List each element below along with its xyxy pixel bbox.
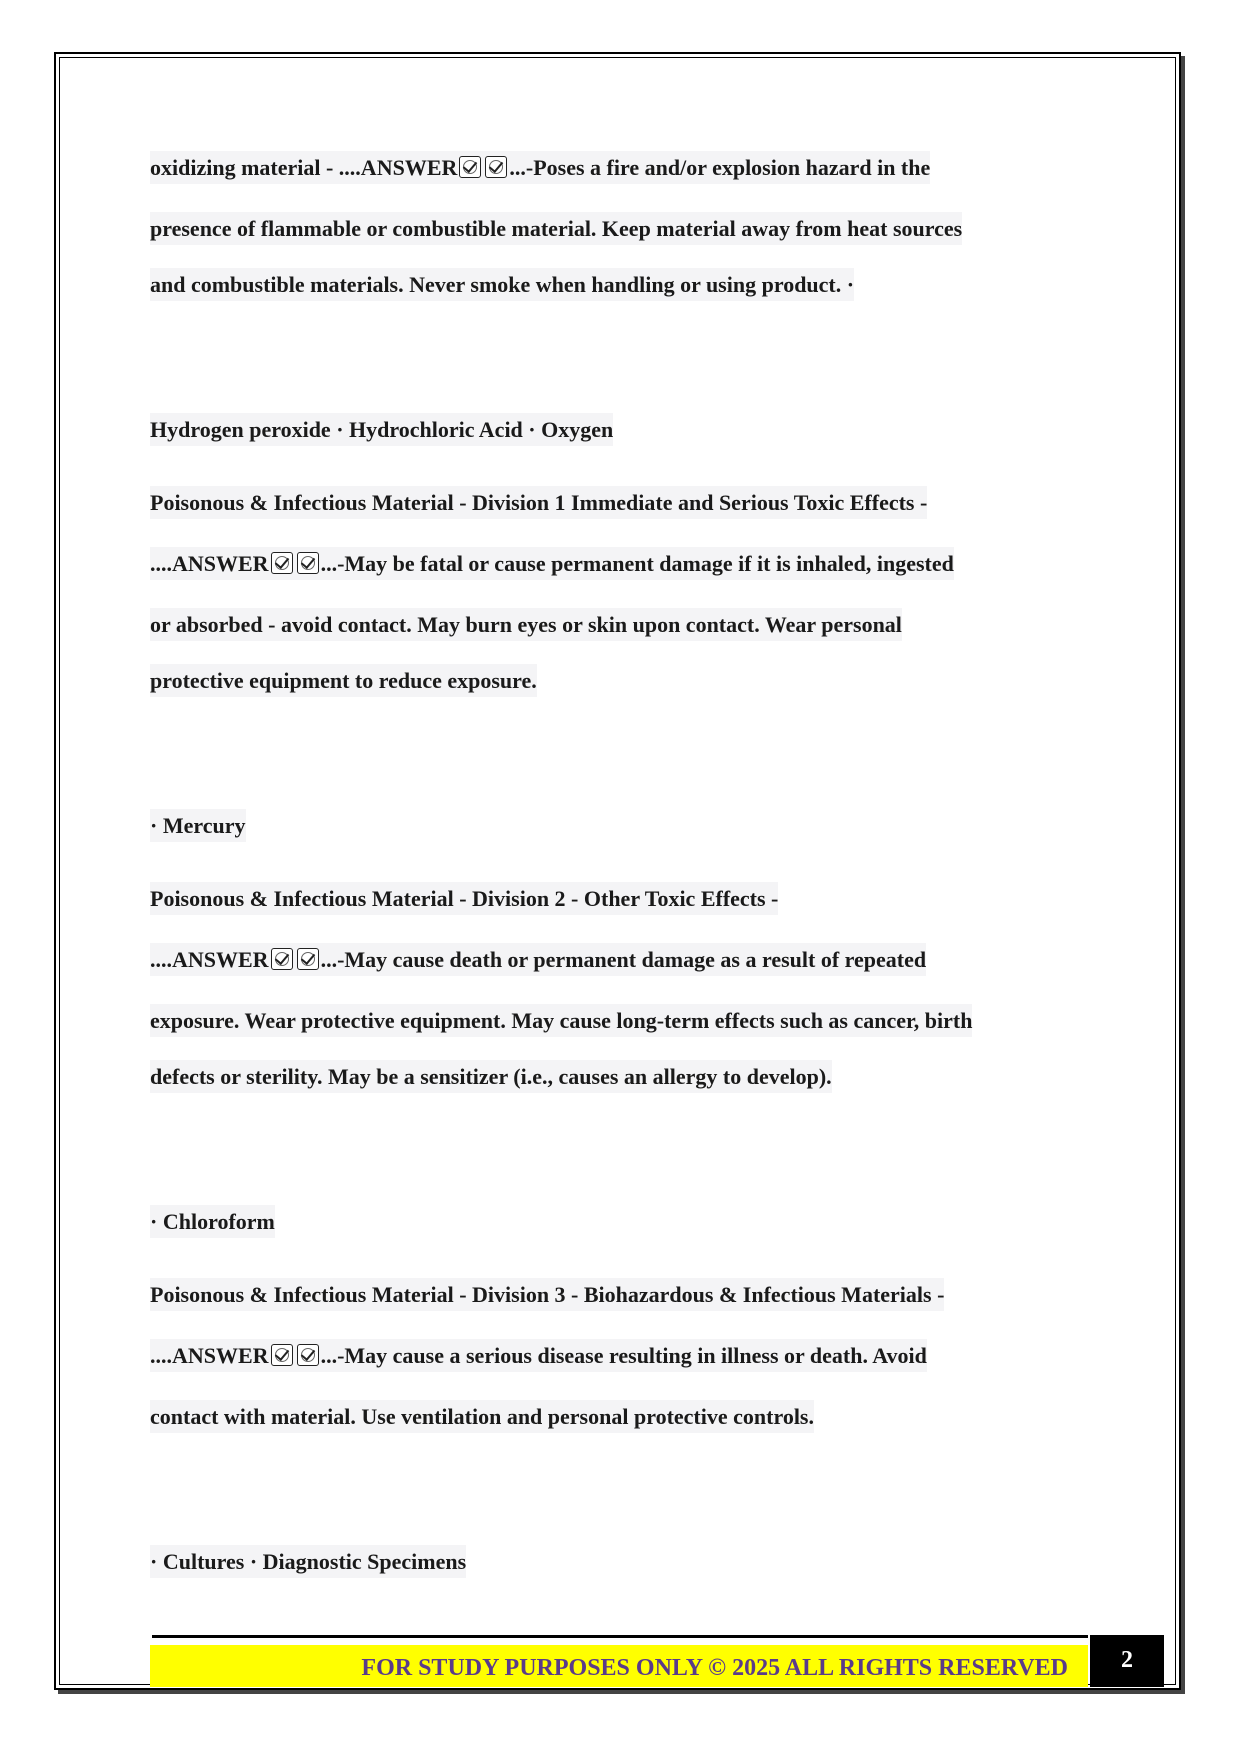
text-line: protective equipment to reduce exposure. xyxy=(150,668,537,694)
text-line: ....ANSWER ...-May cause death or permanent damage as a result of repeated xyxy=(150,947,926,973)
checkmark-icon xyxy=(297,1344,319,1366)
text-line: exposure. Wear protective equipment. May cause long-term effects such as cancer, birth xyxy=(150,1008,972,1034)
checkmark-icon xyxy=(459,156,481,178)
checkmark-icon xyxy=(297,948,319,970)
text-line: oxidizing material - ....ANSWER ...-Poses a fire and/or explosion hazard in the xyxy=(150,155,930,181)
page-number: 2 xyxy=(1090,1635,1164,1687)
question-heading: Poisonous & Infectious Material - Division 2 - Other Toxic Effects - xyxy=(150,886,778,912)
question-heading: Poisonous & Infectious Material - Division 3 - Biohazardous & Infectious Materials - xyxy=(150,1282,944,1308)
text-line: or absorbed - avoid contact. May burn eyes or skin upon contact. Wear personal xyxy=(150,612,902,638)
checkmark-icon xyxy=(271,1344,293,1366)
checkmark-icon xyxy=(271,552,293,574)
checkmark-icon xyxy=(485,156,507,178)
text-line: contact with material. Use ventilation and personal protective controls. xyxy=(150,1404,814,1430)
example-list: · Chloroform xyxy=(150,1209,275,1235)
text-line: defects or sterility. May be a sensitizer (i.e., causes an allergy to develop). xyxy=(150,1064,832,1090)
example-list: · Cultures · Diagnostic Specimens xyxy=(150,1549,466,1575)
footer-rule xyxy=(152,1635,1088,1638)
checkmark-icon xyxy=(271,948,293,970)
example-list: Hydrogen peroxide · Hydrochloric Acid · Oxygen xyxy=(150,417,613,443)
example-list: · Mercury xyxy=(150,813,246,839)
text-line: presence of flammable or combustible material. Keep material away from heat sources xyxy=(150,216,962,242)
text-line: ....ANSWER ...-May be fatal or cause permanent damage if it is inhaled, ingested xyxy=(150,551,954,577)
question-heading: Poisonous & Infectious Material - Division 1 Immediate and Serious Toxic Effects - xyxy=(150,490,927,516)
footer-banner: FOR STUDY PURPOSES ONLY © 2025 ALL RIGHTS RESERVED xyxy=(150,1645,1088,1687)
text-line: and combustible materials. Never smoke when handling or using product. · xyxy=(150,272,854,298)
text-line: ....ANSWER ...-May cause a serious disease resulting in illness or death. Avoid xyxy=(150,1343,927,1369)
checkmark-icon xyxy=(297,552,319,574)
